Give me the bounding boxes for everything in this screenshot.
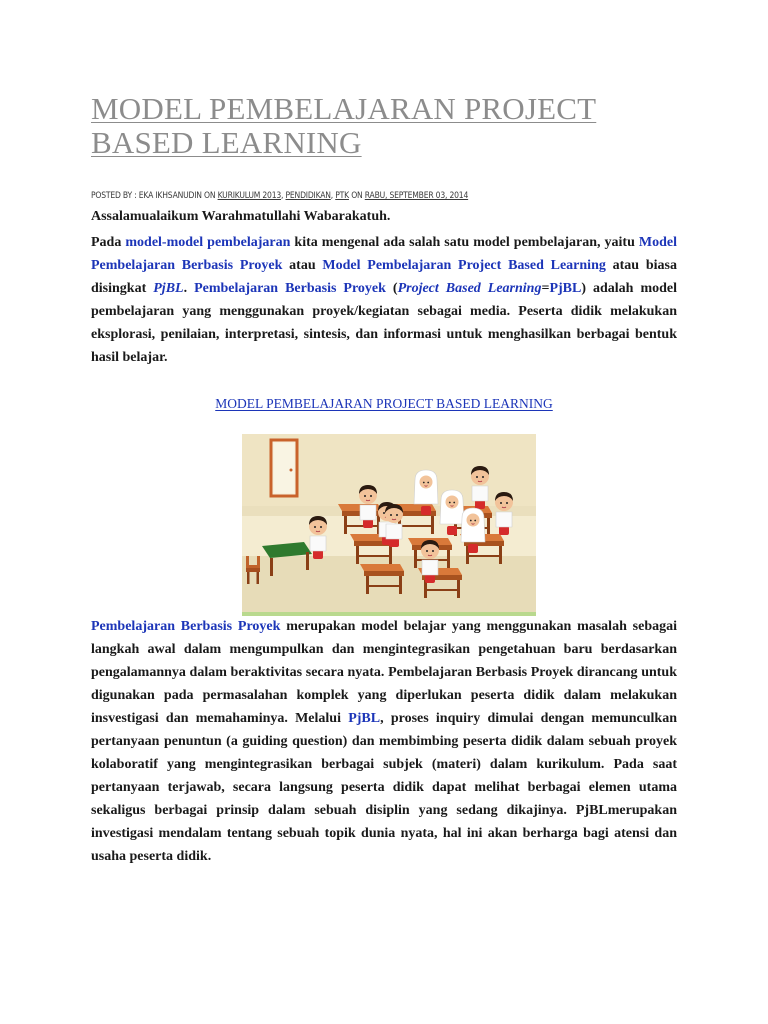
p1-text-7: = [541,281,550,296]
classroom-illustration [242,434,536,616]
link-pjbl[interactable]: PjBL [549,281,582,296]
p2-text-1: merupakan model belajar yang menggunakan masalah sebagai langkah awal dalam mengumpulkan dan mengintegrasikan pengetahuan baru berdasarkan pengalamannya dalam beraktivitas secara nyata. Pembelajaran Berbasis Proyek dirancang untuk digunakan pada permasalahan komplek yang diperlukan peserta didik dalam melakukan insvestigasi dan memahaminya. Melalui [91,619,677,726]
link-pembelajaran-berbasis-proyek[interactable]: Pembelajaran Berbasis Proyek [194,281,386,296]
p1-text-8: ) adalah model pembelajaran yang menggunakan proyek/kegiatan sebagai media. Peserta didik melakukan eksplorasi, penilaian, interpretasi, sintesis, dan informasi untuk menghasilkan berbagai bentuk hasil belajar. [91,281,677,365]
category-link-kurikulum[interactable]: KURIKULUM 2013 [217,191,282,201]
article-title: MODEL PEMBELAJARAN PROJECT BASED LEARNING [91,91,597,160]
post-meta: POSTED BY : EKA IKHSANUDIN ON KURIKULUM 2013, PENDIDIKAN, PTK ON RABU, SEPTEMBER 03, 2014 [91,191,469,201]
p1-text-1: Pada [91,235,126,250]
link-model-project-based-learning[interactable]: Model Pembelajaran Project Based Learning [322,258,606,273]
category-link-pendidikan[interactable]: PENDIDIKAN [285,191,331,201]
p1-text-3: atau [282,258,323,273]
category-link-ptk[interactable]: PTK [335,191,349,201]
link-pembelajaran-berbasis-proyek-2[interactable]: Pembelajaran Berbasis Proyek [91,619,281,634]
main-paragraph [91,615,677,868]
p1-text-2: kita mengenal ada salah satu model pembelajaran, yaitu [290,235,639,250]
link-model-berbasis-proyek[interactable]: Model Pembelajaran Berbasis Proyek [91,235,678,273]
link-model-model-pembelajaran[interactable]: model-model pembelajaran [125,235,291,250]
image-caption-link[interactable]: MODEL PEMBELAJARAN PROJECT BASED LEARNING [215,396,553,411]
p1-text-5: . [183,281,195,296]
p1-text-6: ( [385,281,398,296]
greeting: Assalamualaikum Warahmatullahi Wabarakatuh. [91,209,391,224]
intro-paragraph [91,231,677,369]
link-project-based-learning-italic[interactable]: Project Based Learning [397,281,542,296]
p2-text-2: , proses inquiry dimulai dengan memunculkan pertanyaan penuntun (a guiding question) dan membimbing peserta didik dalam sebuah proyek kolaboratif yang mengintegrasikan berbagai subjek (materi) dalam kurikulum. Pada saat pertanyaan terjawab, secara langsung peserta didik dapat melihat berbagai elemen utama sekaligus berbagai prinsip dalam sebuah disiplin yang sedang dikajinya. PjBLmerupakan investigasi mendalam tentang sebuah topik dunia nyata, hal ini akan berharga bagi atensi dan usaha peserta didik. [91,711,677,864]
link-pjbl-2[interactable]: PjBL [348,711,381,726]
post-date-link[interactable]: RABU, SEPTEMBER 03, 2014 [364,191,469,201]
link-pjbl-italic[interactable]: PjBL [153,281,184,296]
posted-by-label: POSTED BY : EKA IKHSANUDIN ON [91,191,216,201]
p1-text-4: atau biasa disingkat [91,258,677,296]
meta-on-label: ON [351,191,363,201]
